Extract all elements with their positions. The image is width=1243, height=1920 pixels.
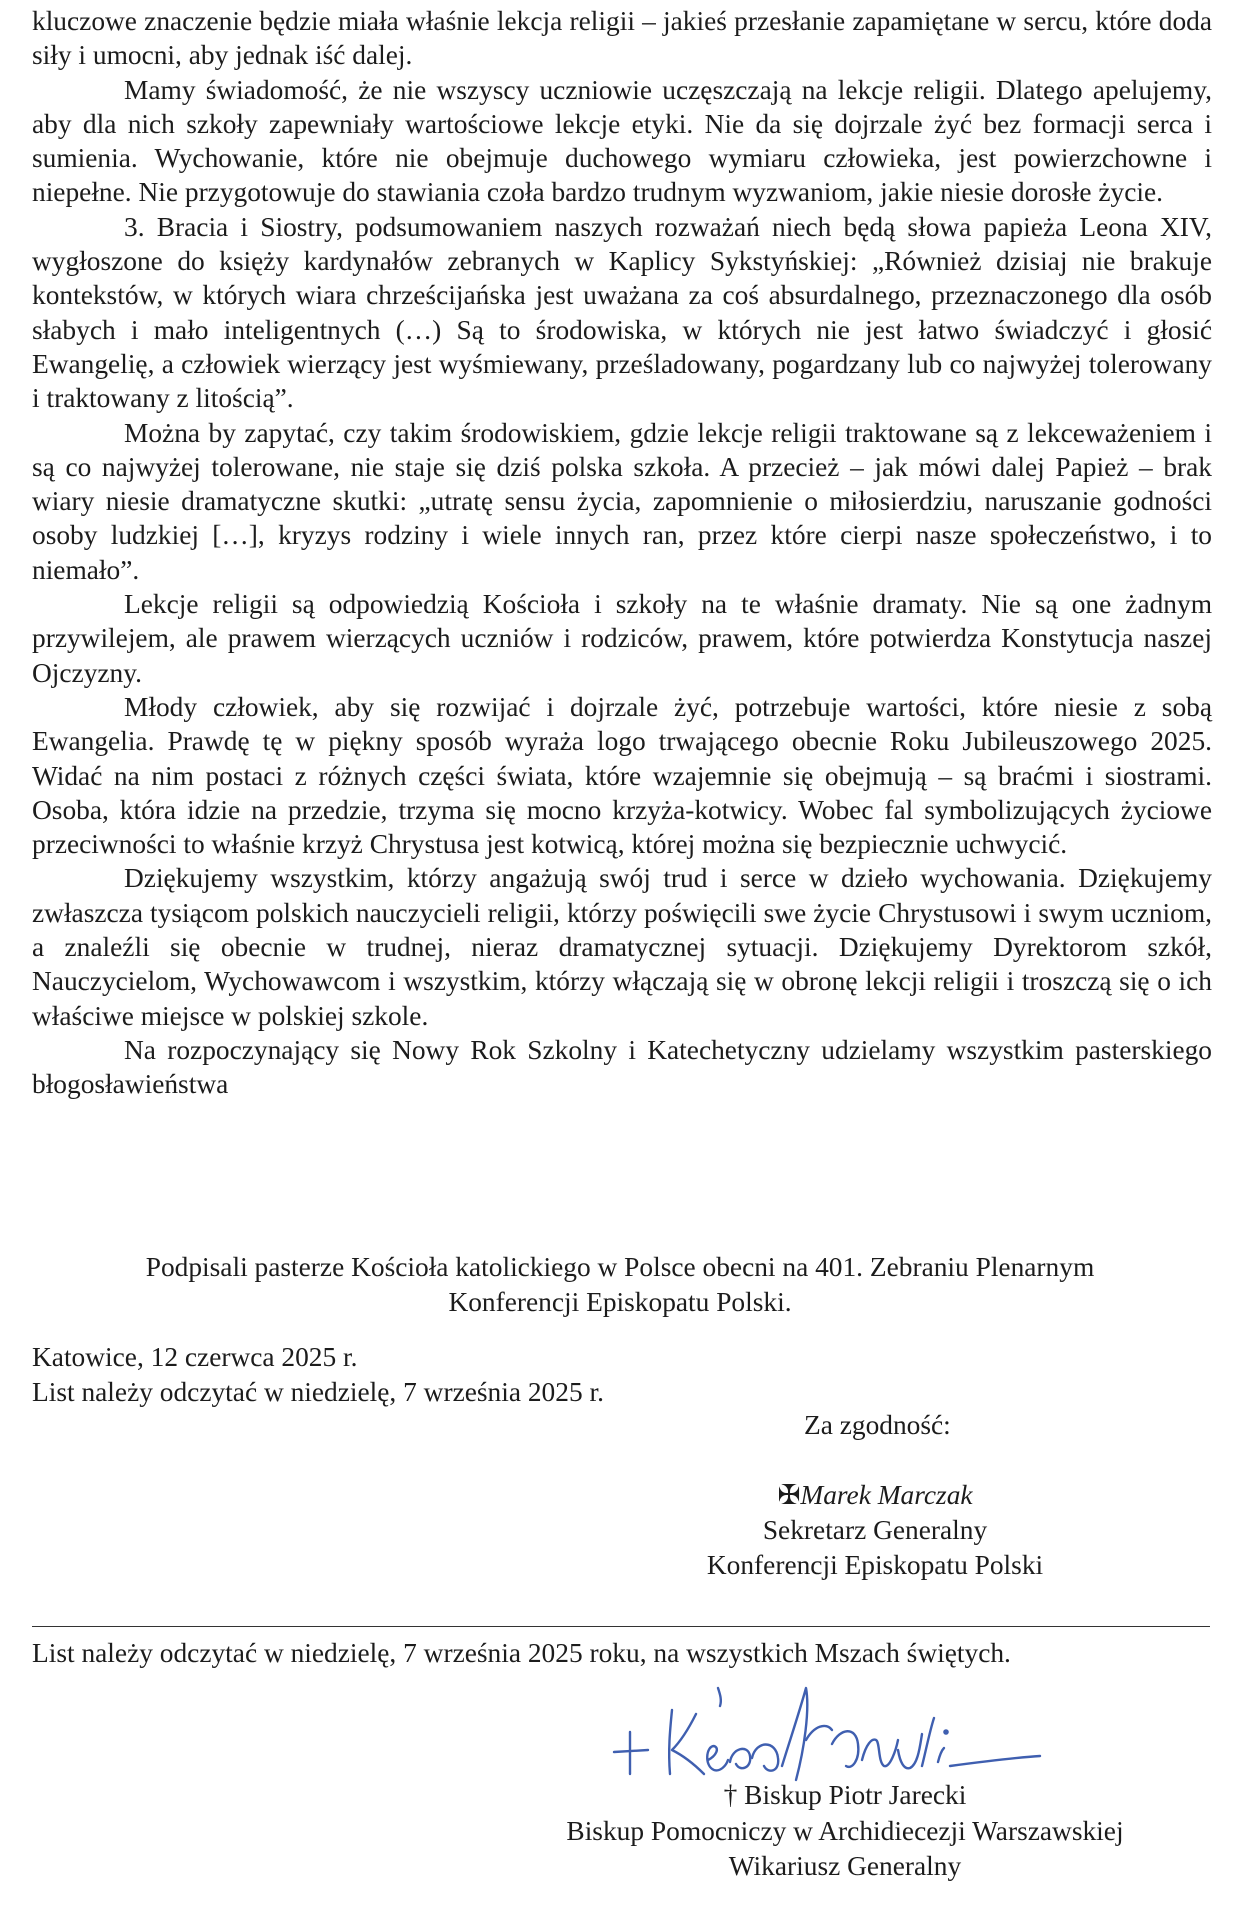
paragraph-1: kluczowe znaczenie będzie miała właśnie lekcja religii – jakieś przesłanie zapamiętane w sercu, które doda siły i umocni, aby jednak iść dalej. [32, 6, 1212, 71]
letter-body [32, 4, 1212, 1102]
secretary-organization: Konferencji Episkopatu Polski [706, 1550, 1044, 1580]
secretary-name: Marek Marczak [800, 1480, 973, 1510]
paragraph-5: Lekcje religii są odpowiedzią Kościoła i szkoły na te właśnie dramaty. Nie są one żadnym przywilejem, ale prawem wierzących uczniów i rodziców, prawem, które potwierdza Konstytucja naszej Ojczyzny. [32, 589, 1212, 688]
dates-block [32, 1340, 604, 1410]
cross-icon: ✠ [777, 1480, 801, 1510]
signed-by-note [60, 1250, 1180, 1320]
paragraph-2: Mamy świadomość, że nie wszyscy uczniowie uczęszczają na lekcje religii. Dlatego apelujemy, aby dla nich szkoły zapewniały wartościowe lekcje etyki. Nie da się dojrzale żyć bez formacji serca i sumienia. Wychowanie, które nie obejmuje duchowego wymiaru człowieka, jest powierzchowne i niepełne. Nie przygotowuje do stawiania czoła bardzo trudnym wyzwaniom, jakie niesie dorosłe życie. [32, 74, 1212, 208]
paragraph-6: Młody człowiek, aby się rozwijać i dojrzale żyć, potrzebuje wartości, które niesie z sobą Ewangelia. Prawdę tę w piękny sposób wyraża logo trwającego obecnie Roku Jubileuszowego 2025. Widać na nim postaci z różnych części świata, które wzajemnie się obejmują – są braćmi i siostrami. Osoba, która idzie na przedzie, trzyma się mocno krzyża-kotwicy. Wobec fal symbolizujących życiowe przeciwności to właśnie krzyż Chrystusa jest kotwicą, której można się bezpiecznie uchwycić. [32, 691, 1212, 860]
bishop-block [500, 1778, 1190, 1885]
paragraph-4: Można by zapytać, czy takim środowiskiem, gdzie lekcje religii traktowane są z lekceważeniem i są co najwyżej tolerowane, nie staje się dziś polska szkoła. A przecież – jak mówi dalej Papież – brak wiary niesie dramatyczne skutki: „utratę sensu życia, zapomnienie o miłosierdziu, naruszanie godności osoby ludzkiej […], kryzys rodziny i wiele innych ran, przez które cierpi nasze społeczeństwo, i to niemało”. [32, 417, 1212, 585]
bishop-role: Wikariusz Generalny [728, 1851, 962, 1881]
conformity-label: Za zgodność: [804, 1410, 951, 1440]
read-date: List należy odczytać w niedzielę, 7 września 2025 r. [32, 1377, 604, 1407]
paragraph-3: 3. Bracia i Siostry, podsumowaniem naszych rozważań niech będą słowa papieża Leona XIV, wygłoszone do księży kardynałów zebranych w Kaplicy Sykstyńskiej: „Również dzisiaj nie brakuje kontekstów, w których wiara chrześcijańska jest uważana za coś absurdalnego, przeznaczonego dla osób słabych i mało inteligentnych (…) Są to środowiska, w których nie jest łatwo świadczyć i głosić Ewangelię, a człowiek wierzący jest wyśmiewany, prześladowany, pogardzany lub co najwyżej tolerowany i traktowany z litością”. [32, 211, 1212, 414]
bishop-name: † Biskup Piotr Jarecki [723, 1780, 967, 1810]
bishop-title: Biskup Pomocniczy w Archidiecezji Warszawskiej [566, 1815, 1124, 1846]
signed-by-line-2: Konferencji Episkopatu Polski. [448, 1287, 792, 1317]
secretary-title: Sekretarz Generalny [762, 1515, 988, 1545]
paragraph-8: Na rozpoczynający się Nowy Rok Szkolny i Katechetyczny udzielamy wszystkim pasterskiego błogosławieństwa [32, 1034, 1212, 1100]
signed-by-line-1: Podpisali pasterze Kościoła katolickiego w Polsce obecni na 401. Zebraniu Plenarnym [145, 1252, 1095, 1282]
footer-divider [32, 1626, 1210, 1627]
place-date: Katowice, 12 czerwca 2025 r. [32, 1342, 358, 1372]
footer-note: List należy odczytać w niedzielę, 7 września 2025 roku, na wszystkich Mszach świętych. [32, 1638, 1011, 1668]
paragraph-7: Dziękujemy wszystkim, którzy angażują swój trud i serce w dzieło wychowania. Dziękujemy zwłaszcza tysiącom polskich nauczycieli religii, którzy poświęcili swe życie Chrystusowi i swym uczniom, a znaleźli się obecnie w trudnej, nieraz dramatycznej sytuacji. Dziękujemy Dyrektorom szkół, Nauczycielom, Wychowawcom i wszystkim, którzy włączają się w obronę lekcji religii i troszczą się o ich właściwe miejsce w polskiej szkole. [32, 863, 1212, 1031]
secretary-block [640, 1478, 1110, 1583]
